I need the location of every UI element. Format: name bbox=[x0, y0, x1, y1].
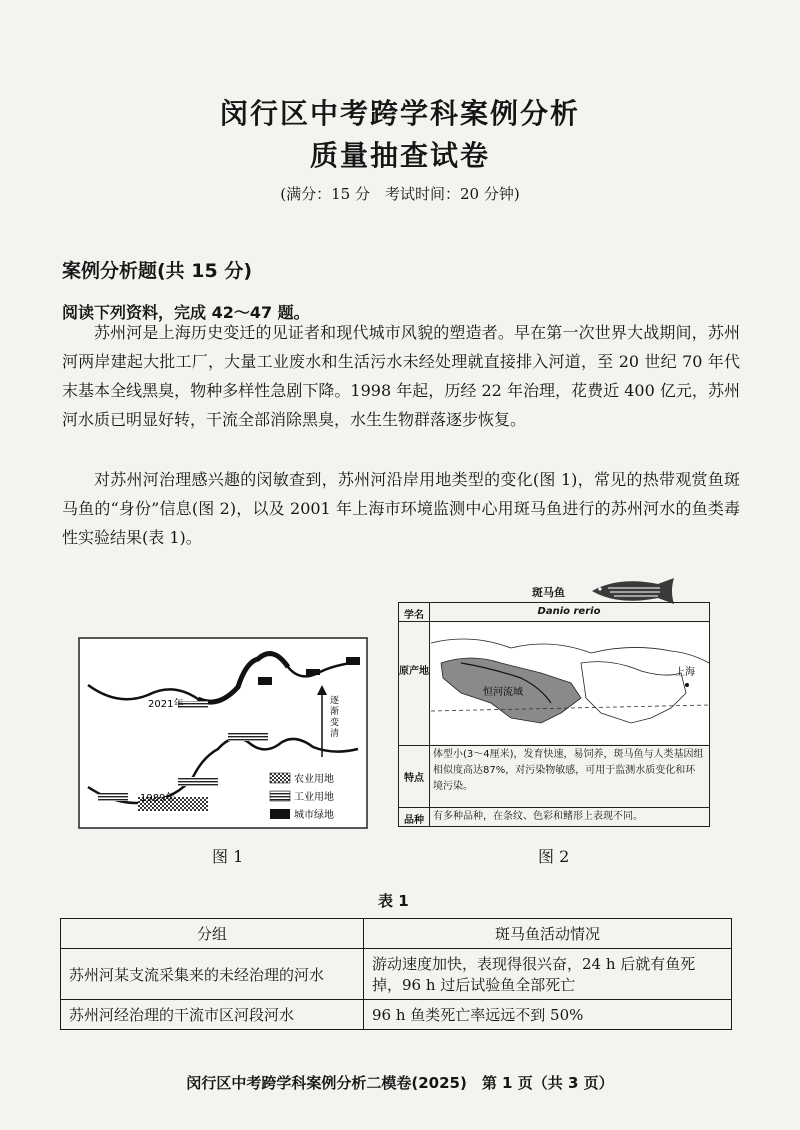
paragraph-2: 对苏州河治理感兴趣的闵敏查到，苏州河沿岸用地类型的变化(图 1)，常见的热带观赏鱼斑马鱼的“身份”信息(图 2)，以及 2001 年上海市环境监测中心用斑马鱼进行的苏州河水的鱼类毒性实验结果(表 1)。 bbox=[62, 470, 740, 547]
fish-label: 斑马鱼 bbox=[532, 586, 565, 599]
figure-1-caption: 图 1 bbox=[212, 847, 244, 866]
row-label-origin: 原产地 bbox=[399, 666, 429, 677]
row-label-features: 特点 bbox=[404, 773, 424, 784]
table-row bbox=[61, 949, 732, 1000]
legend-industry: 工业用地 bbox=[294, 792, 334, 803]
table-1 bbox=[60, 918, 732, 1030]
figure-1-map bbox=[78, 637, 368, 829]
table-row bbox=[61, 1000, 732, 1030]
instruction: 阅读下列资料，完成 42～47 题。 bbox=[62, 303, 310, 322]
scientific-name: Danio rerio bbox=[537, 606, 601, 617]
table-1-caption: 表 1 bbox=[378, 892, 409, 910]
origin-map bbox=[431, 623, 709, 744]
year-1989-label: 1989年 bbox=[140, 793, 176, 804]
section-heading: 案例分析题(共 15 分) bbox=[62, 260, 253, 282]
year-2021-label: 2021年 bbox=[148, 699, 184, 710]
varieties-text: 有多种品种，在条纹、色彩和鳍形上表现不同。 bbox=[433, 811, 643, 822]
row-label-varieties: 品种 bbox=[404, 815, 424, 826]
table-cell-activity: 游动速度加快，表现得很兴奋，24 h 后就有鱼死掉，96 h 过后试验鱼全部死亡 bbox=[364, 949, 732, 1000]
features-text: 体型小(3～4厘米)，发育快速，易饲养，斑马鱼与人类基因组相似度高达87%，对污染物敏感，可用于监测水质变化和环境污染。 bbox=[433, 749, 704, 792]
table-cell-group: 苏州河经治理的干流市区河段河水 bbox=[61, 1000, 364, 1030]
map-river-label: 恒河流域 bbox=[483, 687, 523, 698]
paragraph-1: 苏州河是上海历史变迁的见证者和现代城市风貌的塑造者。早在第一次世界大战期间，苏州河两岸建起大批工厂，大量工业废水和生活污水未经处理就直接排入河道，至 20 世纪 70 年代末基本全线黑臭，物种多样性急剧下降。1998 年起，历经 22 年治理，花费近 400 亿元，苏州河水质已明显好转，干流全部消除黑臭，水生生物群落逐步恢复。 bbox=[62, 323, 740, 429]
figure-2-table bbox=[398, 602, 710, 827]
table-header-group: 分组 bbox=[61, 919, 364, 949]
figure-2-caption: 图 2 bbox=[538, 847, 570, 866]
legend-green: 城市绿地 bbox=[294, 810, 334, 821]
score-info: (满分：15 分 考试时间：20 分钟) bbox=[280, 185, 520, 203]
map-city-label: 上海 bbox=[675, 667, 695, 678]
page-footer: 闵行区中考跨学科案例分析二模卷(2025) 第 1 页（共 3 页） bbox=[186, 1074, 614, 1092]
page-subtitle: 质量抽查试卷 bbox=[309, 139, 490, 172]
legend-agriculture: 农业用地 bbox=[294, 774, 334, 785]
table-header-row bbox=[61, 919, 732, 949]
table-cell-group: 苏州河某支流采集来的未经治理的河水 bbox=[61, 949, 364, 1000]
page-title: 闵行区中考跨学科案例分析 bbox=[219, 97, 580, 130]
row-label-name: 学名 bbox=[404, 610, 424, 621]
table-header-activity: 斑马鱼活动情况 bbox=[364, 919, 732, 949]
figure-1 bbox=[78, 637, 368, 829]
arrow-label: 逐渐变清 bbox=[330, 696, 340, 739]
table-cell-activity: 96 h 鱼类死亡率远远不到 50% bbox=[364, 1000, 732, 1030]
